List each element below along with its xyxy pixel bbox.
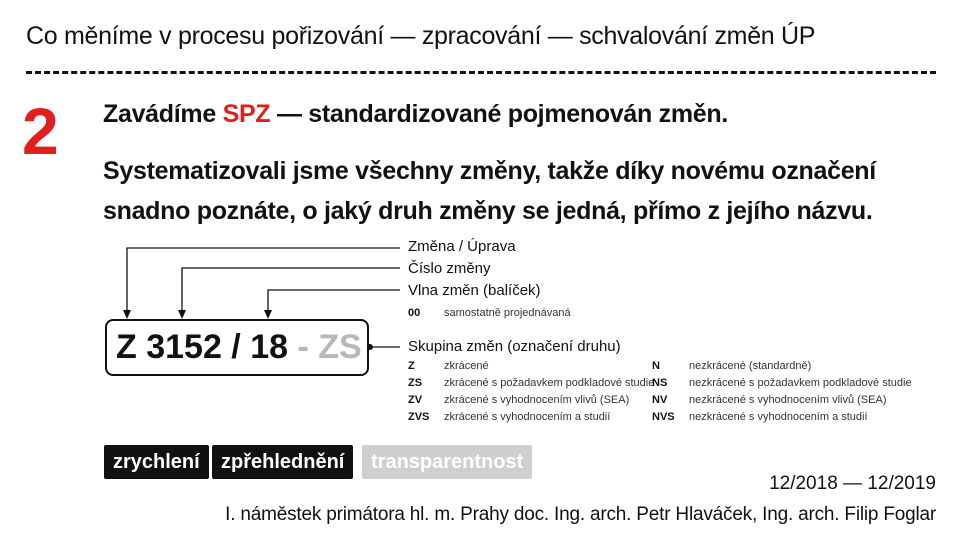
group-key: ZS [408, 377, 423, 389]
group-desc: nezkrácené s vyhodnocením a studií [689, 411, 868, 423]
lead-line-2: snadno poznáte, o jaký druh změny se jedná, přímo z jejího názvu. [103, 197, 873, 225]
group-key: NV [652, 394, 668, 406]
wave-key: 00 [408, 307, 421, 319]
heading-prefix: Zavádíme [103, 100, 223, 128]
connector-wave [268, 290, 400, 311]
arrow-wave [264, 310, 272, 319]
connector-change [127, 248, 400, 311]
label-wave: Vlna změn (balíček) [408, 282, 541, 299]
group-key: ZV [408, 394, 423, 406]
tag-acceleration: zrychlení [104, 445, 209, 479]
group-key: Z [408, 360, 415, 372]
group-desc: nezkrácené s vyhodnocením vlivů (SEA) [689, 394, 887, 406]
tag-clarity: zpřehlednění [212, 445, 353, 479]
tag-transparency: transparentnost [362, 445, 532, 479]
lead-line-1: Systematizovali jsme všechny změny, takže díky novému označení [103, 157, 876, 185]
code-suffix: - ZS [288, 328, 362, 366]
arrow-change [123, 310, 131, 319]
group-desc: nezkrácené s požadavkem podkladové studie [689, 377, 912, 389]
group-key: ZVS [408, 411, 430, 423]
group-desc: zkrácené [444, 360, 489, 372]
group-key: NVS [652, 411, 675, 423]
arrow-number [178, 310, 186, 319]
group-desc: nezkrácené (standardně) [689, 360, 812, 372]
group-key: N [652, 360, 660, 372]
heading-suffix: — standardizované pojmenován změn. [270, 100, 728, 128]
group-desc: zkrácené s vyhodnocením a studií [444, 411, 611, 423]
code-main: Z 3152 / 18 [116, 328, 289, 366]
group-key: NS [652, 377, 668, 389]
group-desc: zkrácené s vyhodnocením vlivů (SEA) [444, 394, 630, 406]
code-example [116, 328, 362, 367]
label-number: Číslo změny [408, 260, 491, 277]
label-group: Skupina změn (označení druhu) [408, 338, 621, 355]
author-credit: I. náměstek primátora hl. m. Prahy doc. Ing. arch. Petr Hlaváček, Ing. arch. Filip Foglar [225, 504, 936, 525]
step-number: 2 [22, 94, 59, 168]
label-change: Změna / Úprava [408, 238, 516, 255]
page-title: Co měníme v procesu pořizování — zpracování — schvalování změn ÚP [26, 22, 816, 50]
wave-desc: samostatně projednávaná [444, 307, 571, 319]
heading-accent: SPZ [222, 100, 271, 128]
group-desc: zkrácené s požadavkem podkladové studie [444, 377, 655, 389]
date-range: 12/2018 — 12/2019 [769, 473, 936, 494]
